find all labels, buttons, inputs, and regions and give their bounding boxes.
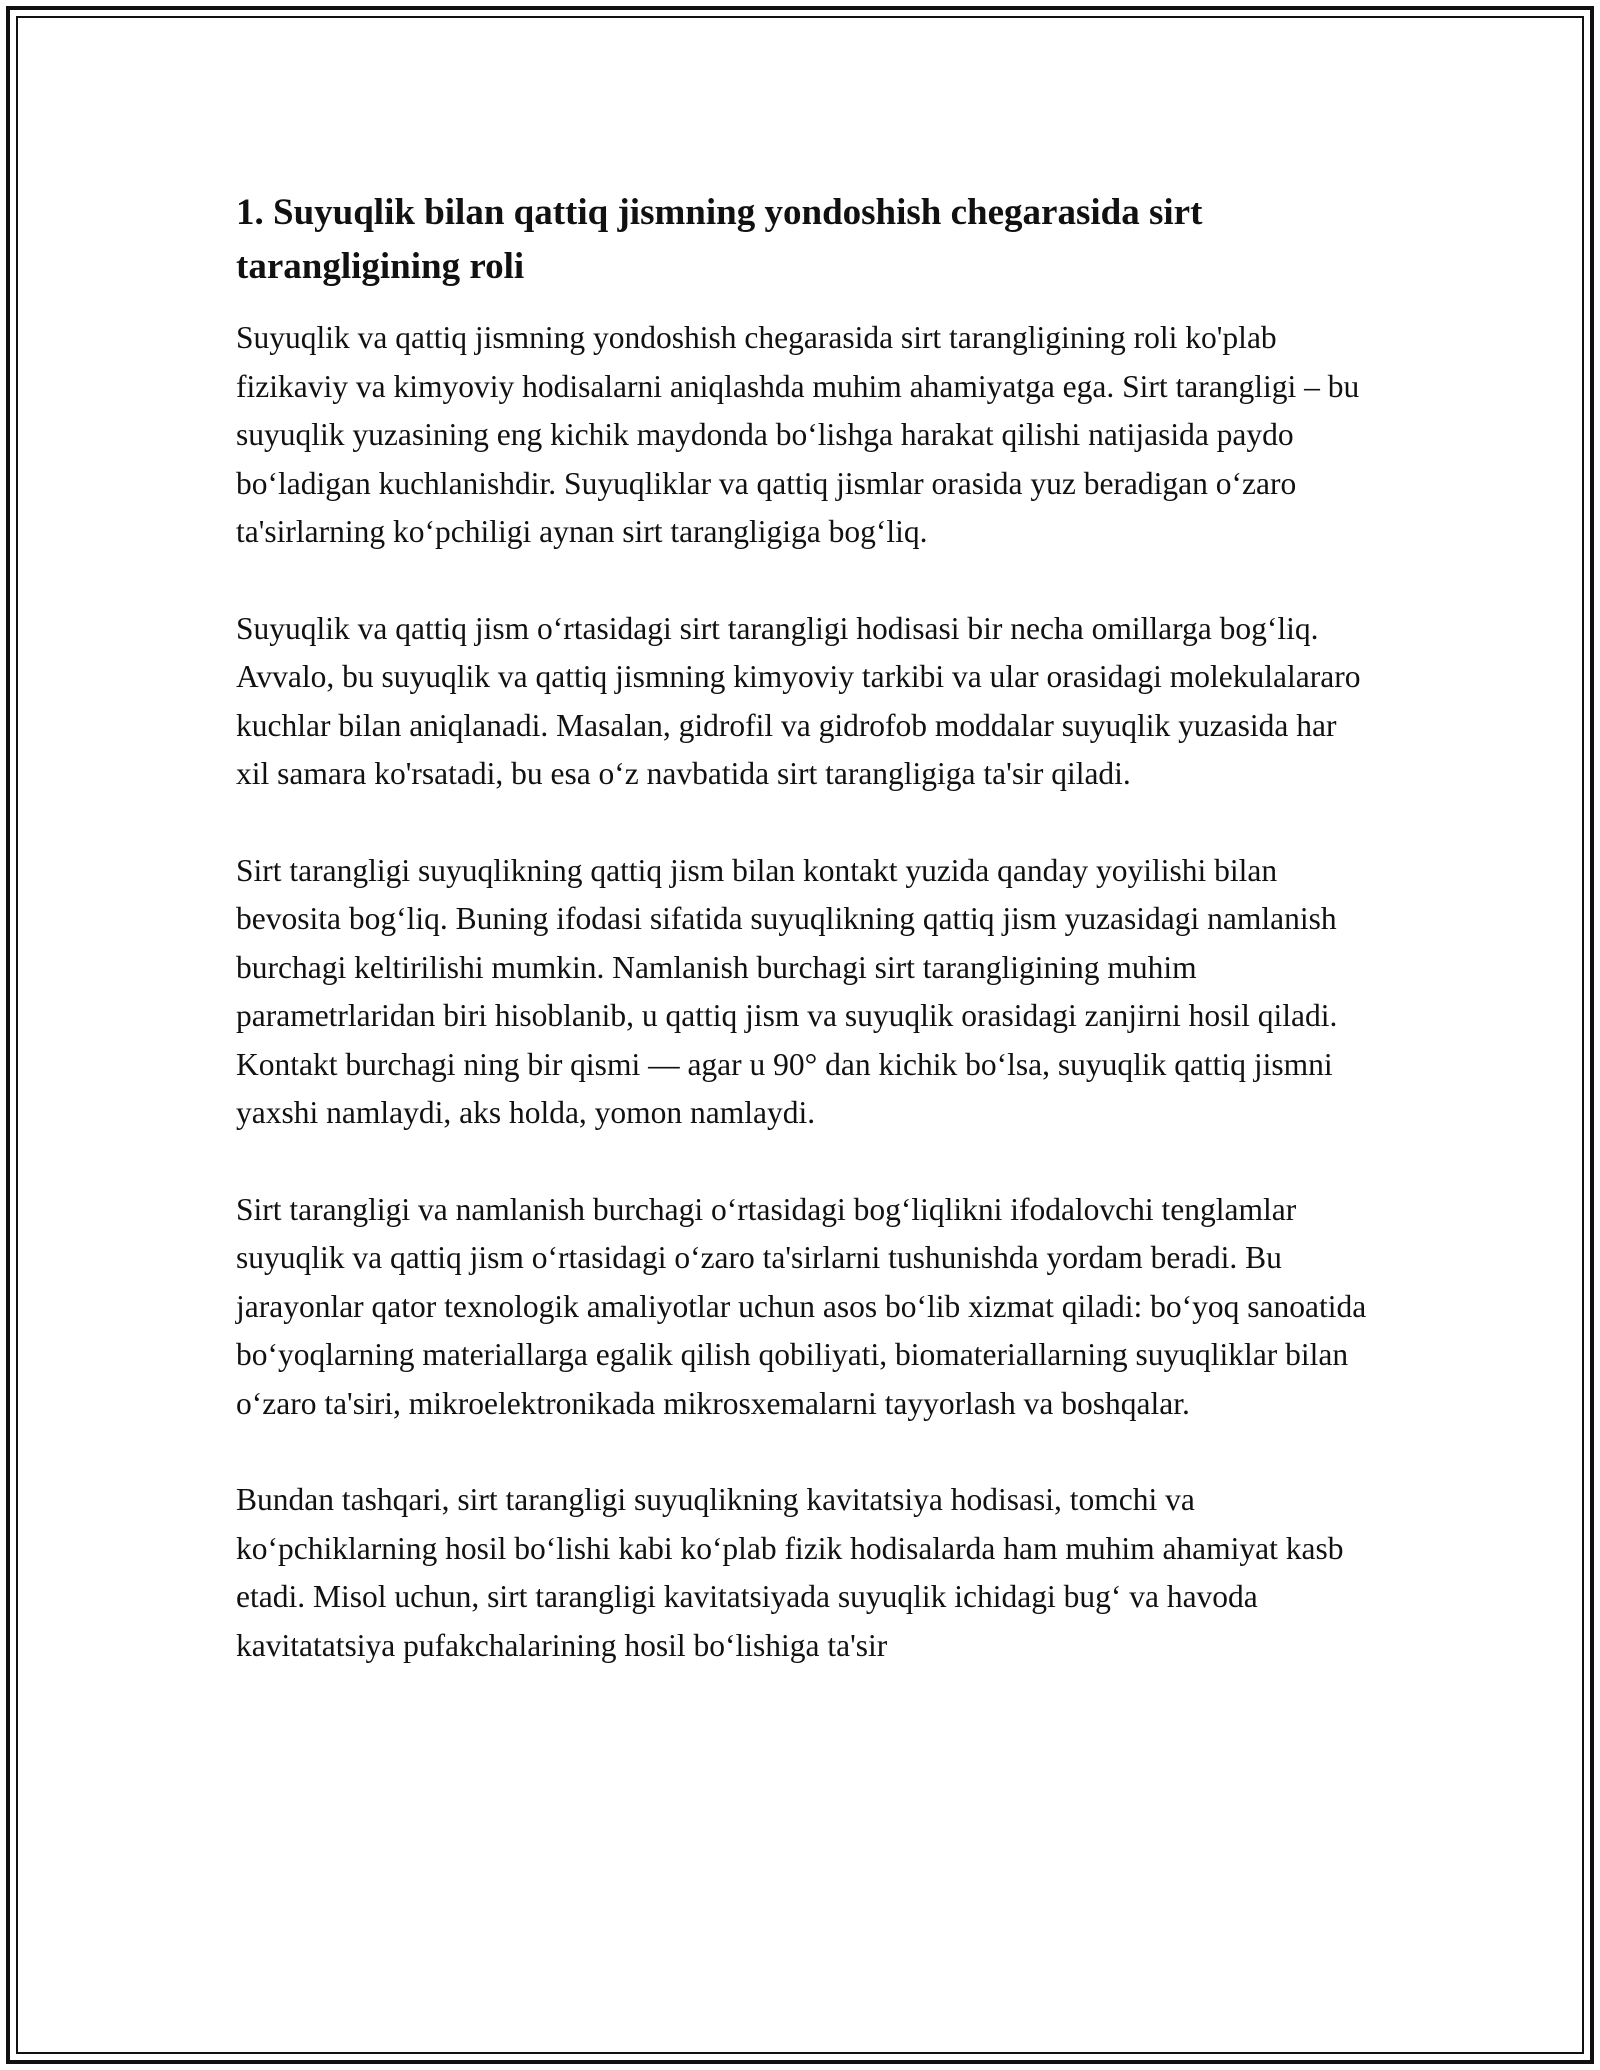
paragraph-4: Sirt tarangligi va namlanish burchagi o‘rtasidagi bog‘liqlikni ifodalovchi tenglamlar suyuqlik va qattiq jism o‘rtasidagi o‘zaro ta'sirlarni tushunishda yordam beradi. Bu jarayonlar qator texnologik amaliyotlar uchun asos bo‘lib xizmat qiladi: bo‘yoq sanoatida bo‘yoqlarning materiallarga egalik qilish qobiliyati, biomateriallarning suyuqliklar bilan o‘zaro ta'siri, mikroelektronikada mikrosxemalarni tayyorlash va boshqalar. (236, 1191, 1367, 1421)
paragraph-3: Sirt tarangligi suyuqlikning qattiq jism bilan kontakt yuzida qanday yoyilishi bilan bevosita bog‘liq. Buning ifodasi sifatida suyuqlikning qattiq jism yuzasidagi namlanish burchagi keltirilishi mumkin. Namlanish burchagi sirt tarangligining muhim parametrlaridan biri hisoblanib, u qattiq jism va suyuqlik orasidagi zanjirni hosil qiladi. Kontakt burchagi ning bir qismi — agar u 90° dan kichik bo‘lsa, suyuqlik qattiq jismni yaxshi namlaydi, aks holda, yomon namlaydi. (236, 852, 1338, 1130)
paragraph-5: Bundan tashqari, sirt tarangligi suyuqlikning kavitatsiya hodisasi, tomchi va ko‘pchiklarning hosil bo‘lishi kabi ko‘plab fizik hodisalarda ham muhim ahamiyat kasb etadi. Misol uchun, sirt tarangligi kavitatsiyada suyuqlik ichidagi bug‘ va havoda kavitatatsiya pufakchalarining hosil bo‘lishiga ta'sir (236, 1482, 1344, 1663)
section-heading: 1. Suyuqlik bilan qattiq jismning yondoshish chegarasida sirt tarangligining roli (236, 192, 1203, 287)
paragraph-1: Suyuqlik va qattiq jismning yondoshish chegarasida sirt tarangligining roli ko'plab fizikaviy va kimyoviy hodisalarni aniqlashda muhim ahamiyatga ega. Sirt tarangligi – bu suyuqlik yuzasining eng kichik maydonda bo‘lishga harakat qilishi natijasida paydo bo‘ladigan kuchlanishdir. Suyuqliklar va qattiq jismlar orasida yuz beradigan o‘zaro ta'sirlarning ko‘pchiligi aynan sirt tarangligiga bog‘liq. (236, 320, 1360, 549)
paragraph-2: Suyuqlik va qattiq jism o‘rtasidagi sirt tarangligi hodisasi bir necha omillarga bog‘liq. Avvalo, bu suyuqlik va qattiq jismning kimyoviy tarkibi va ular orasidagi molekulalararo kuchlar bilan aniqlanadi. Masalan, gidrofil va gidrofob moddalar suyuqlik yuzasida har xil samara ko'rsatadi, bu esa o‘z navbatida sirt tarangligiga ta'sir qiladi. (236, 610, 1361, 791)
document-body (236, 186, 1371, 1670)
